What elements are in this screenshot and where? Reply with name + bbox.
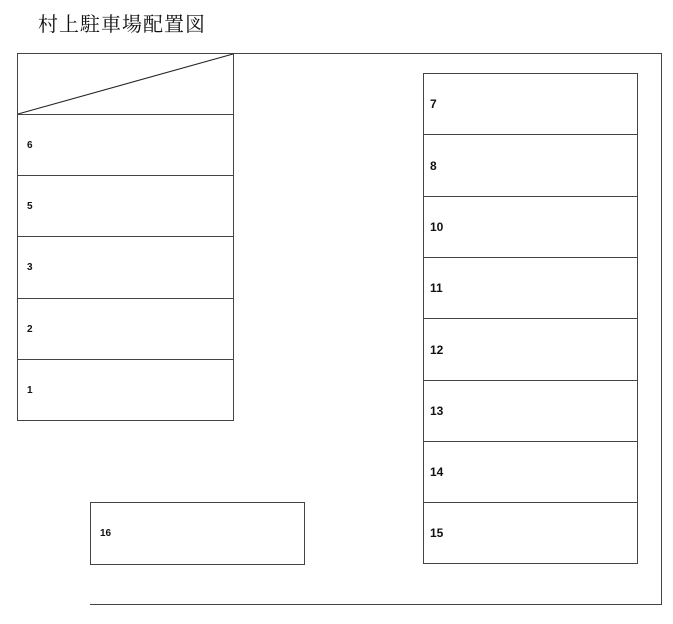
slot-number: 14 [430,465,444,479]
parking-slot [423,257,638,319]
slot-number: 16 [100,528,112,539]
parking-slot [17,359,234,421]
slot-number: 6 [27,139,33,151]
parking-slot [423,441,638,503]
diagonal-strike [17,53,234,115]
parking-slot [423,380,638,442]
slot-number: 5 [27,200,33,212]
slot-number: 15 [430,526,444,540]
slot-number: 12 [430,342,444,357]
parking-slot [17,298,234,360]
parking-slot [423,318,638,381]
page-title: 村上駐車場配置図 [38,12,206,36]
slot-number: 13 [430,404,444,418]
lot-boundary-bottom [90,604,662,605]
parking-slot [17,236,234,299]
parking-slot [17,175,234,237]
slot-number: 7 [430,97,437,111]
parking-slot [17,114,234,176]
slot-number: 2 [27,323,33,335]
parking-slot [423,502,638,564]
parking-slot [423,73,638,135]
lot-boundary-right [661,53,662,605]
parking-slot [423,134,638,197]
unused-cell [17,53,234,115]
slot-number: 3 [27,262,33,273]
slot-number: 11 [430,281,443,295]
parking-slot [90,502,305,565]
slot-number: 8 [430,158,437,173]
slot-number: 1 [27,384,33,396]
slot-number: 10 [430,220,444,234]
parking-slot [423,196,638,258]
